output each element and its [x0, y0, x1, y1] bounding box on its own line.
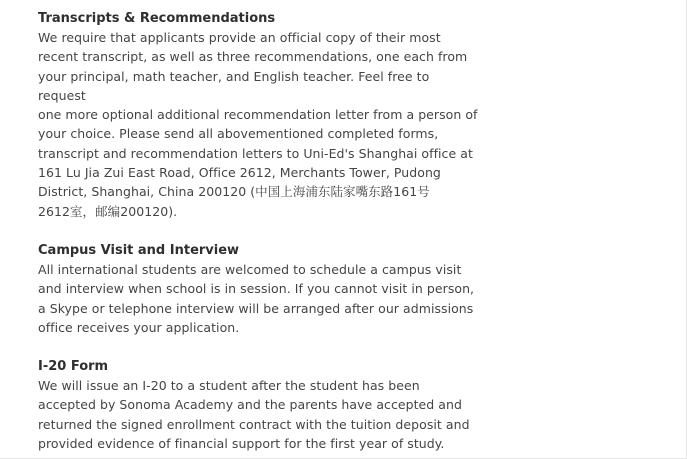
- section-campus-visit-interview: [38, 241, 478, 337]
- section-transcripts-recommendations: [38, 9, 478, 221]
- section-i20-form: [38, 357, 478, 453]
- section-body: We require that applicants provide an official copy of their most recent transcript, as well as three recommendations, one each from your principal, math teacher, and English teacher. Feel free to request one more optional additional recommendation letter from a person of your choice. Please send all abovementioned completed forms, transcript and recommendation letters to Uni-Ed's Shanghai office at 161 Lu Jia Zui East Road, Office 2612, Merchants Tower, Pudong District, Shanghai, China 200120 (中国上海浦东陆家嘴东路161号 2612室，邮编200120).: [38, 30, 478, 219]
- section-heading: Transcripts & Recommendations: [38, 11, 276, 26]
- section-body: We will issue an I-20 to a student after the student has been accepted by Sonoma Academy and the parents have accepted and returned the signed enrollment contract with the tuition deposit and provided evidence of financial support for the first year of study.: [38, 378, 470, 452]
- section-body: All international students are welcomed to schedule a campus visit and interview when school is in session. If you cannot visit in person, a Skype or telephone interview will be arranged after our admissions office receives your application.: [38, 261, 475, 335]
- section-heading: Campus Visit and Interview: [38, 242, 240, 258]
- section-heading: I-20 Form: [38, 359, 109, 375]
- admissions-content: [38, 9, 478, 459]
